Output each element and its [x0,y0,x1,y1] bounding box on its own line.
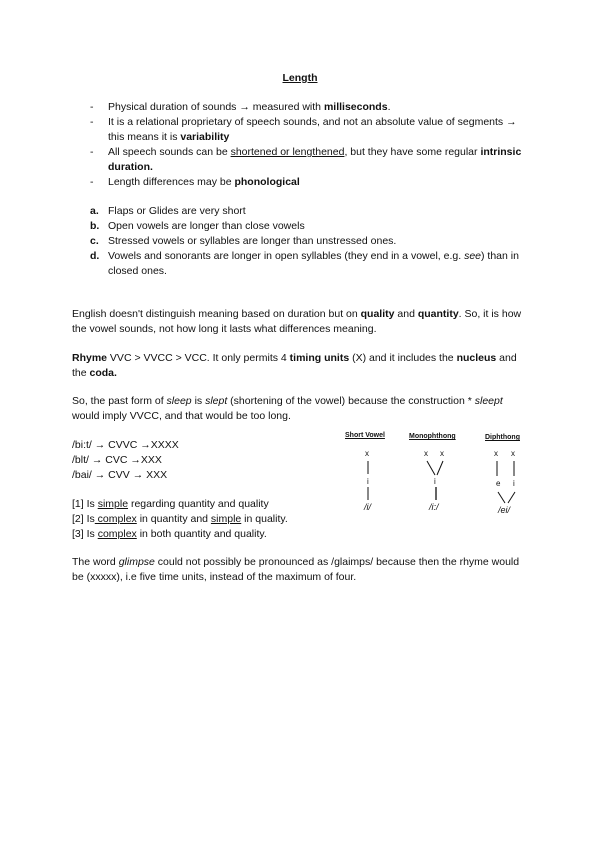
note-line: [2] Is complex in quantity and simple in quality. [72,513,288,525]
transcription-line: /bai/ → CVV → XXX [72,469,168,481]
list-item: - All speech sounds can be shortened or lengthened, but they have some regular intrinsic duration. [90,145,530,175]
monophthong-header: Monophthong [409,433,456,440]
vowel-i: i [434,477,436,486]
association-line [508,492,515,503]
timing-x: x [424,449,428,458]
transcription-list [72,438,179,483]
transcription-line: /bi:t/ → CVVC →XXXX [72,439,179,451]
list-item: d. Vowels and sonorants are longer in open syllables (they end in a vowel, e.g. see) than in closed ones. [90,250,519,277]
vowel-i: i [367,477,369,486]
list-item: - Physical duration of sounds → measured with milliseconds. [90,100,530,115]
association-line [498,492,505,503]
timing-x: x [440,449,444,458]
short-vowel-header: Short Vowel [345,432,385,439]
vowel-i: i [513,479,515,488]
list-item: c. Stressed vowels or syllables are longer than unstressed ones. [90,235,397,247]
list-item: a. Flaps or Glides are very short [90,205,246,217]
diphthong-header: Diphthong [485,434,520,441]
glimpse-paragraph: The word glimpse could not possibly be pronounced as /glaimps/ because then the rhyme would be (xxxxx), i.e five time units, instead of the maximum of four. [72,556,520,583]
quality-quantity-paragraph: English doesn't distinguish meaning based on duration but on quality and quantity. So, it is how the vowel sounds, not how long it lasts what differences meaning. [72,308,522,335]
timing-x: x [511,449,515,458]
timing-x: x [494,449,498,458]
list-item: - Length differences may be phonological [90,175,530,190]
transcription-line: /blt/ → CVC →XXX [72,454,162,466]
diphthong-label: /ei/ [498,505,511,515]
association-line [427,461,435,475]
duration-factors-list [90,204,530,279]
association-line [437,461,443,475]
note-line: [1] Is simple regarding quantity and quality [72,498,269,510]
monophthong-label: /i:/ [429,502,439,512]
vowel-e: e [496,479,501,488]
short-vowel-label: /i/ [364,502,372,512]
note-line: [3] Is complex in both quantity and quality. [72,528,267,540]
page-title: Length [282,72,318,84]
vowel-timing-diagram [340,430,540,520]
sleep-example-paragraph: So, the past form of sleep is slept (shortening of the vowel) because the construction * sleept would imply VVCC, and that would be too long. [72,395,503,422]
timing-x: x [365,449,369,458]
association-lines [340,430,540,520]
list-item: - It is a relational proprietary of speech sounds, and not an absolute value of segments → this means it is variability [90,115,530,145]
length-bullet-list [90,100,530,190]
list-item: b. Open vowels are longer than close vowels [90,220,305,232]
rhyme-paragraph: Rhyme VVC > VVCC > VCC. It only permits 4 timing units (X) and it includes the nucleus and the coda. [72,352,517,379]
notes-list [72,497,288,542]
